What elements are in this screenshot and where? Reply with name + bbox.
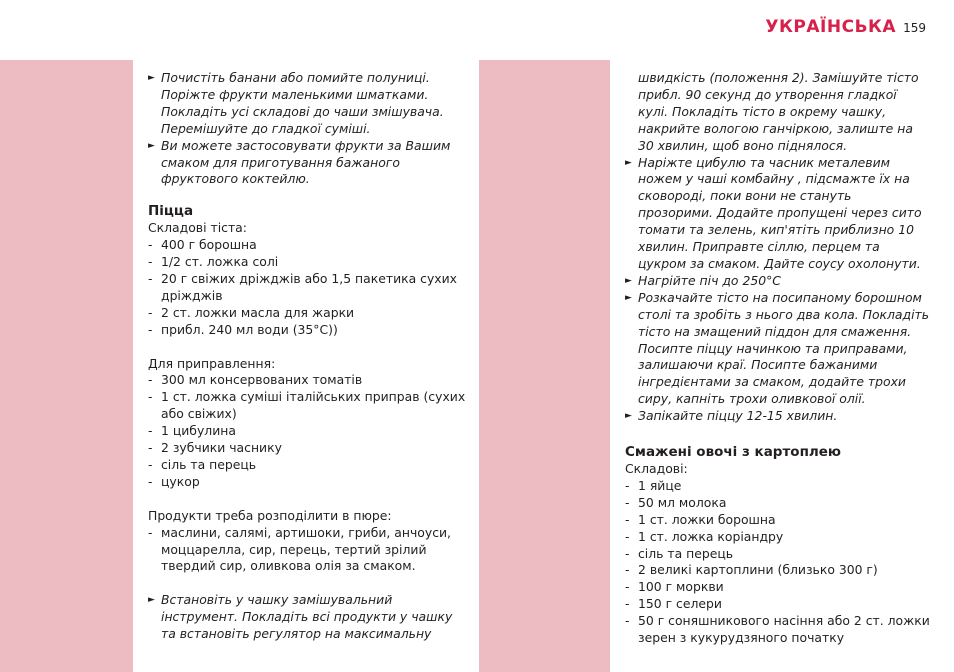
list-item: - 1 ст. ложки борошна <box>625 511 776 527</box>
step-text: Наріжте цибулю та часник металевим ножем у чаші комбайну , підсмажте їх на сковороді, поки вони не стануть прозорими. Додайте пропущені через сито томати та зелень, кип'ятіть приблизно 10 хвилин. Приправте сіллю, перцем та цукром за смаком. Дайте соусу охолонути. <box>638 154 922 271</box>
step-bullet <box>625 408 930 425</box>
list-item: - 1 яйце <box>625 477 682 493</box>
list-item-text: 100 г моркви <box>638 579 724 595</box>
list-item: - 50 г соняшникового насіння або 2 ст. ложки зерен з кукурудзяного початку <box>625 613 930 646</box>
right-pink-band <box>479 60 610 672</box>
list-item-text: 2 великі картоплини (близько 300 г) <box>638 562 878 578</box>
triangle-bullet-icon: ► <box>625 275 632 286</box>
step-text: Ви можете застосовувати фрукти за Вашим смаком для приготування бажаного фруктового коктейлю. <box>161 137 451 187</box>
step-bullet <box>148 70 466 138</box>
puree-label: Продукти треба розподілити в пюре: <box>148 507 392 523</box>
triangle-bullet-icon: ► <box>148 595 155 606</box>
list-item-text: 2 зубчики часнику <box>161 440 282 456</box>
list-item: - 150 г селери <box>625 596 722 612</box>
triangle-bullet-icon: ► <box>148 140 155 151</box>
list-item-text: 150 г селери <box>638 596 722 612</box>
list-item: - 1 ст. ложка коріандру <box>625 528 784 544</box>
list-item-text: 300 мл консервованих томатів <box>161 372 363 388</box>
step-bullet <box>625 290 930 408</box>
list-item-text: 50 г соняшникового насіння або 2 ст. ложки зерен з кукурудзяного початку <box>638 613 930 646</box>
list-item: - 1 ст. ложка суміші італійських приправ (сухих або свіжих) <box>148 389 466 422</box>
list-item: - сіль та перець <box>625 545 734 561</box>
list-item-text: цукор <box>161 473 200 489</box>
triangle-bullet-icon: ► <box>625 157 632 168</box>
list-item-text: 50 мл молока <box>638 494 727 510</box>
page-number: 159 <box>903 21 926 35</box>
list-item: - 1/2 ст. ложка солі <box>148 254 279 270</box>
list-item-text: 1 ст. ложка коріандру <box>638 528 784 544</box>
step-text: швидкість (положення 2). Замішуйте тісто прибл. 90 секунд до утворення гладкої кулі. Покладіть тісто в окрему чашку, накрийте вологою ганчіркою, залиште на 30 хвилин, щоб воно піднялося. <box>638 70 919 153</box>
step-bullet <box>148 138 466 189</box>
triangle-bullet-icon: ► <box>625 411 632 422</box>
list-item: - маслини, салямі, артишоки, гриби, анчоуси, моццарелла, сир, перець, тертий зрілий твердий сир, оливкова олія за смаком. <box>148 524 451 574</box>
step-bullet <box>625 273 930 290</box>
list-item-text: 400 г борошна <box>161 237 257 253</box>
step-text: Почистіть банани або помийте полуниці. Поріжте фрукти маленькими шматками. Покладіть усі складові до чаши змішувача. Перемішуйте до гладкої суміші. <box>161 70 444 136</box>
list-item: - 50 мл молока <box>625 494 727 510</box>
list-item-text: сіль та перець <box>161 457 257 473</box>
pizza-heading: Піцца <box>148 203 194 220</box>
list-item-text: прибл. 240 мл води (35°C)) <box>161 321 338 337</box>
dough-label: Складові тіста: <box>148 220 247 236</box>
seasoning-label: Для приправлення: <box>148 355 276 371</box>
list-item-text: 1 ст. ложка суміші італійських приправ (сухих або свіжих) <box>161 389 466 422</box>
step-text: Нагрійте піч до 250°C <box>638 272 781 288</box>
list-item: - 300 мл консервованих томатів <box>148 372 363 388</box>
list-item-text: маслини, салямі, артишоки, гриби, анчоуси, моццарелла, сир, перець, тертий зрілий твердий сир, оливкова олія за смаком. <box>161 524 451 574</box>
list-item: - прибл. 240 мл води (35°C)) <box>148 321 338 337</box>
right-column <box>625 70 930 647</box>
triangle-bullet-icon: ► <box>625 292 632 303</box>
list-item: - 100 г моркви <box>625 579 724 595</box>
list-item: - сіль та перець <box>148 457 257 473</box>
step-bullet <box>625 155 930 273</box>
vegetables-label: Складові: <box>625 461 688 477</box>
list-item-text: 1 яйце <box>638 477 682 493</box>
left-column <box>148 70 466 643</box>
step-text: Розкачайте тісто на посипаному борошном столі та зробіть з нього два кола. Покладіть тісто на змащений піддон для смаження. Посипте піццу начинкою та приправами, залишаючи краї. Посипте бажаними інгредієнтами за смаком, додайте трохи сиру, капніть трохи оливкової олії. <box>638 289 930 407</box>
list-item-text: сіль та перець <box>638 545 734 561</box>
list-item-text: 1 ст. ложки борошна <box>638 511 776 527</box>
list-item: - 2 великі картоплини (близько 300 г) <box>625 562 878 578</box>
triangle-bullet-icon: ► <box>148 73 155 83</box>
step-text: Встановіть у чашку замішувальний інструмент. Покладіть всі продукти у чашку та встановіть регулятор на максимальну <box>161 592 453 642</box>
step-text: Запікайте піццу 12-15 хвилин. <box>638 408 838 424</box>
language-label: УКРАЇНСЬКА <box>765 17 897 37</box>
left-pink-band <box>0 60 133 672</box>
list-item-text: 1/2 ст. ложка солі <box>161 254 279 270</box>
list-item-text: 2 ст. ложки масла для жарки <box>161 304 355 320</box>
list-item-text: 20 г свіжих дріжджів або 1,5 пакетика сухих дріжджів <box>161 271 457 303</box>
list-item: - 1 цибулина <box>148 423 236 439</box>
list-item: - 400 г борошна <box>148 237 257 253</box>
vegetables-heading: Смажені овочі з картоплею <box>625 444 842 461</box>
list-item: - 20 г свіжих дріжджів або 1,5 пакетика сухих дріжджів <box>148 271 457 303</box>
step-continuation <box>625 70 930 155</box>
list-item: - 2 зубчики часнику <box>148 440 282 456</box>
list-item: - цукор <box>148 473 200 489</box>
list-item-text: 1 цибулина <box>161 423 236 439</box>
list-item: - 2 ст. ложки масла для жарки <box>148 304 355 320</box>
page-header <box>765 17 926 37</box>
step-bullet <box>148 592 466 643</box>
